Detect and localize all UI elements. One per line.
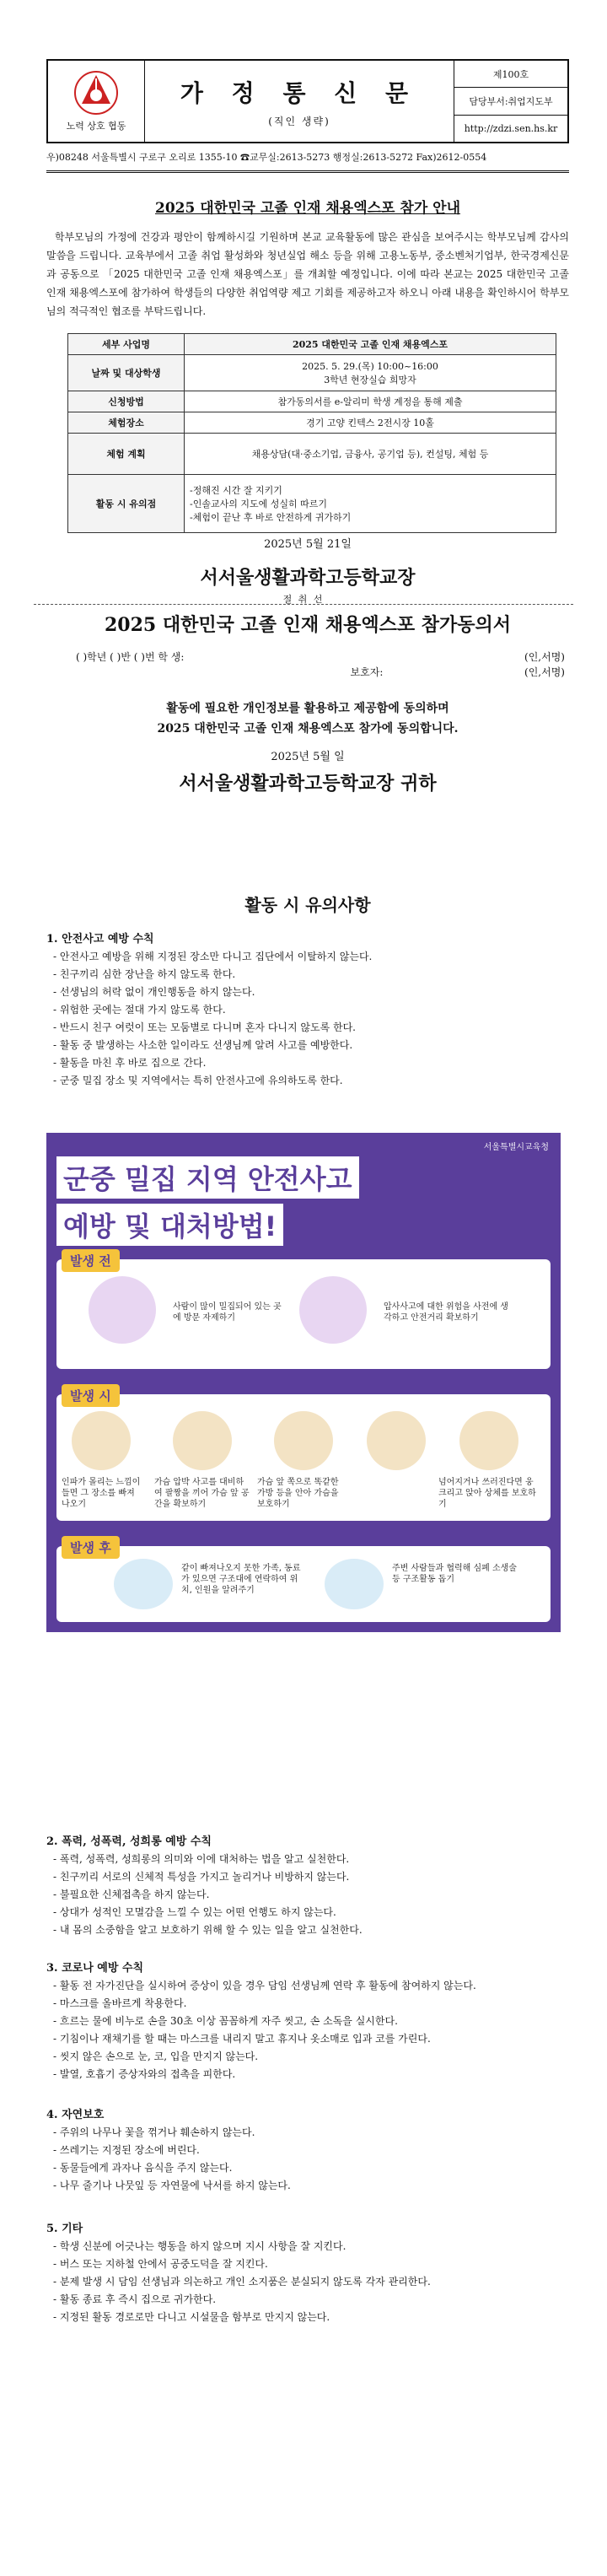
list-item: - 군중 밀집 장소 및 지역에서는 특히 안전사고에 유의하도록 한다. <box>53 1075 343 1086</box>
list-item: - 친구끼리 서로의 신체적 특성을 가지고 놀리거나 비방하지 않는다. <box>53 1871 350 1883</box>
consent-line-2: 2025 대한민국 고졸 인재 채용엑스포 참가에 동의합니다. <box>157 722 459 736</box>
school-motto: 노력 상호 협동 <box>66 121 126 132</box>
table-value <box>185 355 556 391</box>
list-item: - 활동 종료 후 즉시 집으로 귀가한다. <box>53 2293 217 2305</box>
newsletter-header <box>46 59 569 143</box>
table-value-line: 2025. 5. 29.(목) 10:00~16:00 <box>302 361 438 372</box>
poster-title <box>56 1156 495 1251</box>
table-header-row <box>68 334 556 355</box>
section-safety <box>46 930 569 1090</box>
section-covid <box>46 1959 569 2083</box>
consent-line-1: 활동에 필요한 개인정보를 활용하고 제공함에 동의하며 <box>166 702 449 715</box>
poster-caption: 인파가 몰리는 느낌이 들면 그 장소를 빠져나오기 <box>62 1478 141 1509</box>
section-title: 5. 기타 <box>46 2223 83 2235</box>
section-nature <box>46 2106 569 2195</box>
table-value-line: -인솔교사의 지도에 성실히 따르기 <box>190 498 327 509</box>
table-key: 활동 시 유의점 <box>68 475 185 533</box>
table-value-line: 3학년 현장실습 희망자 <box>324 375 416 385</box>
crowd-illustration-icon <box>89 1276 156 1344</box>
phone-call-icon <box>114 1559 173 1609</box>
poster-caption: 가슴 압박 사고를 대비하여 팔짱을 끼어 가슴 앞 공간을 확보하기 <box>154 1478 250 1509</box>
bag-figure-icon <box>274 1411 333 1470</box>
list-item: - 흐르는 물에 비누로 손을 30초 이상 꼼꼼하게 자주 씻고, 손 소독을 실시한다. <box>53 2015 398 2027</box>
section-title: 1. 안전사고 예방 수칙 <box>46 933 154 946</box>
list-item: - 분제 발생 시 담임 선생님과 의논하고 개인 소지품은 분실되지 않도록 각자 관리한다. <box>53 2276 431 2288</box>
before-tag: 발생 전 <box>62 1249 120 1272</box>
table-value <box>185 475 556 533</box>
list-item: - 내 몸의 소중함을 알고 보호하기 위해 할 수 있는 일을 알고 실천한다. <box>53 1924 363 1936</box>
consent-form-title: 2025 대한민국 고졸 인재 채용엑스포 참가동의서 <box>104 614 512 636</box>
principal-signature: 서서울생활과학고등학교장 <box>200 567 416 589</box>
crouch-figure-icon <box>367 1411 426 1470</box>
section-violence-prevention <box>46 1833 569 1939</box>
table-value: 참가동의서를 e-알리미 학생 계정을 통해 제출 <box>185 391 556 412</box>
section-others <box>46 2220 569 2326</box>
table-key: 날짜 및 대상학생 <box>68 355 185 391</box>
notice-body: 학부모님의 가정에 건강과 평안이 함께하시길 기원하며 본교 교육활동에 많은 관심을 보여주시는 학부모님께 감사의 말씀을 드립니다. 교육부에서 고졸 취업 활성화와 청년실업 해소 등을 위해 고용노동부, 중소벤처기업부, 한국경제신문과 공동으로 「2025 대한민국 고졸 인재 채용엑스포」를 개최할 예정입니다. 이에 따라 본교는 2025 대한민국 고졸 인재 채용엑스포에 참가하여 학생들의 다양한 취업역량 제고 기회를 제공하고자 하오니 아래 내용을 확인하시어 학부모님의 적극적인 협조를 부탁드립니다. <box>46 231 569 317</box>
table-value: 채용상담(대·중소기업, 금융사, 공기업 등), 컨설팅, 체험 등 <box>185 434 556 475</box>
student-line <box>76 649 565 664</box>
table-value-line: -체험이 끝난 후 바로 안전하게 귀가하기 <box>190 512 352 523</box>
list-item: - 지정된 활동 경로로만 다니고 시설물을 함부로 만지지 않는다. <box>53 2311 330 2323</box>
list-item: - 씻지 않은 손으로 눈, 코, 입을 만지지 않는다. <box>53 2051 259 2062</box>
poster-caption: 압사사고에 대한 위험을 사전에 생각하고 안전거리 확보하기 <box>384 1302 508 1323</box>
list-item: - 폭력, 성폭력, 성희롱의 의미와 이에 대처하는 법을 알고 실천한다. <box>53 1853 350 1865</box>
arms-crossed-figure-icon <box>173 1411 232 1470</box>
poster-title-line-2: 예방 및 대처방법! <box>56 1204 283 1246</box>
table-row <box>68 412 556 434</box>
table-key: 세부 사업명 <box>68 334 185 355</box>
list-item: - 동물들에게 과자나 음식을 주지 않는다. <box>53 2162 233 2174</box>
poster-caption: 넘어지거나 쓰러진다면 웅크리고 앉아 상체를 보호하기 <box>438 1478 536 1509</box>
table-row <box>68 475 556 533</box>
crowd-figure-icon <box>72 1411 131 1470</box>
event-info-table <box>67 333 556 533</box>
list-item: - 활동 중 발생하는 사소한 일이라도 선생님께 알려 사고를 예방한다. <box>53 1039 353 1051</box>
consent-recipient: 서서울생활과학고등학교장 귀하 <box>179 773 437 795</box>
list-item: - 쓰레기는 지정된 장소에 버린다. <box>53 2144 200 2156</box>
section-title: 2. 폭력, 성폭력, 성희롱 예방 수칙 <box>46 1835 212 1848</box>
table-key: 체험장소 <box>68 412 185 434</box>
list-item: - 활동 전 자가진단을 실시하여 증상이 있을 경우 담임 선생님께 연락 후 활동에 참여하지 않는다. <box>53 1980 476 1991</box>
poster-caption: 같이 빠져나오지 못한 가족, 동료가 있으면 구조대에 연락하여 위치, 인원을 알려주기 <box>181 1564 301 1595</box>
notice-title <box>46 196 569 217</box>
header-title-block <box>145 61 454 142</box>
table-value: 2025 대한민국 고졸 인재 채용엑스포 <box>185 334 556 355</box>
table-value-line: -정해진 시간 잘 지키기 <box>190 485 282 496</box>
list-item: - 발열, 호흡기 증상자와의 접촉을 피한다. <box>53 2068 236 2080</box>
list-item: - 상대가 성적인 모멸감을 느낄 수 있는 어떤 언행도 하지 않는다. <box>53 1906 336 1918</box>
table-row <box>68 434 556 475</box>
poster-caption: 가슴 앞 쪽으로 똑같한 가방 등을 안아 가슴을 보호하기 <box>257 1478 339 1509</box>
guardian-label: 보호자: <box>350 666 384 678</box>
list-item: - 마스크를 올바르게 착용한다. <box>53 1997 187 2009</box>
table-key: 체험 계획 <box>68 434 185 475</box>
issue-number: 제100호 <box>454 61 567 88</box>
crowd-safety-poster <box>46 1133 561 1632</box>
table-value: 경기 고양 킨텍스 2전시장 10홀 <box>185 412 556 434</box>
section-title: 4. 자연보호 <box>46 2109 105 2121</box>
people-illustration-icon <box>299 1276 367 1344</box>
table-row <box>68 391 556 412</box>
school-address: 우)08248 서울특별시 구로구 오리로 1355-10 ☎교무실:2613-5273 행정실:2613-5272 Fax)2612-0554 <box>46 150 569 173</box>
table-key: 신청방법 <box>68 391 185 412</box>
walking-figure-icon <box>459 1411 518 1470</box>
list-item: - 기침이나 재채기를 할 때는 마스크를 내리지 말고 휴지나 옷소매로 입과 코를 가린다. <box>53 2033 431 2045</box>
poster-title-line-1: 군중 밀집 지역 안전사고 <box>56 1156 359 1199</box>
notice-title-text: 2025 대한민국 고졸 인재 채용엑스포 참가 안내 <box>155 200 460 217</box>
list-item: - 주위의 나무나 꽃을 꺾거나 훼손하지 않는다. <box>53 2126 255 2138</box>
after-tag: 발생 후 <box>62 1536 120 1559</box>
department: 담당부서:취업지도부 <box>454 88 567 115</box>
school-logo <box>48 61 145 142</box>
school-url[interactable]: http://zdzi.sen.hs.kr <box>464 122 558 134</box>
header-meta <box>454 61 567 142</box>
list-item: - 학생 신분에 어긋나는 행동을 하지 않으며 지시 사항을 잘 지킨다. <box>53 2240 346 2252</box>
cut-line: 절 취 선 <box>34 595 573 605</box>
consent-date[interactable]: 2025년 5월 일 <box>271 751 345 763</box>
guardian-line <box>76 665 565 679</box>
newsletter-title: 가 정 통 신 문 <box>180 78 419 107</box>
cpr-icon <box>325 1559 384 1609</box>
poster-brand: 서울특별시교육청 <box>483 1143 549 1152</box>
table-row <box>68 355 556 391</box>
list-item: - 친구끼리 심한 장난을 하지 않도록 한다. <box>53 968 236 980</box>
list-item: - 위험한 곳에는 절대 가지 않도록 한다. <box>53 1004 226 1016</box>
consent-statement <box>46 698 569 739</box>
guardian-seal[interactable]: (인,서명) <box>524 666 565 678</box>
section-title: 3. 코로나 예방 수칙 <box>46 1962 144 1975</box>
list-item: - 안전사고 예방을 위해 지정된 장소만 다니고 집단에서 이탈하지 않는다. <box>53 951 373 962</box>
school-emblem-icon <box>73 70 119 116</box>
list-item: - 나무 줄기나 나뭇잎 등 자연물에 낙서를 하지 않는다. <box>53 2180 291 2191</box>
newsletter-subtitle: (직인 생략) <box>268 115 330 127</box>
poster-caption: 주변 사람들과 협력해 심폐 소생술 등 구조활동 돕기 <box>392 1564 517 1584</box>
list-item: - 불필요한 신체접촉을 하지 않는다. <box>53 1889 210 1900</box>
student-fields[interactable]: ( )학년 ( )반 ( )번 학 생: <box>76 651 185 663</box>
during-tag: 발생 시 <box>62 1384 120 1407</box>
list-item: - 활동을 마친 후 바로 집으로 간다. <box>53 1057 207 1069</box>
list-item: - 선생님의 허락 없이 개인행동을 하지 않는다. <box>53 986 255 998</box>
list-item: - 반드시 친구 여럿이 또는 모둠별로 다니며 혼자 다니지 않도록 한다. <box>53 1021 357 1033</box>
notice-date: 2025년 5월 21일 <box>264 538 352 551</box>
list-item: - 버스 또는 지하철 안에서 공중도덕을 잘 지킨다. <box>53 2258 268 2270</box>
cautions-title: 활동 시 유의사항 <box>244 895 371 915</box>
student-seal[interactable]: (인,서명) <box>524 651 565 663</box>
poster-caption: 사람이 많이 밀집되어 있는 곳에 방문 자제하기 <box>173 1302 282 1323</box>
